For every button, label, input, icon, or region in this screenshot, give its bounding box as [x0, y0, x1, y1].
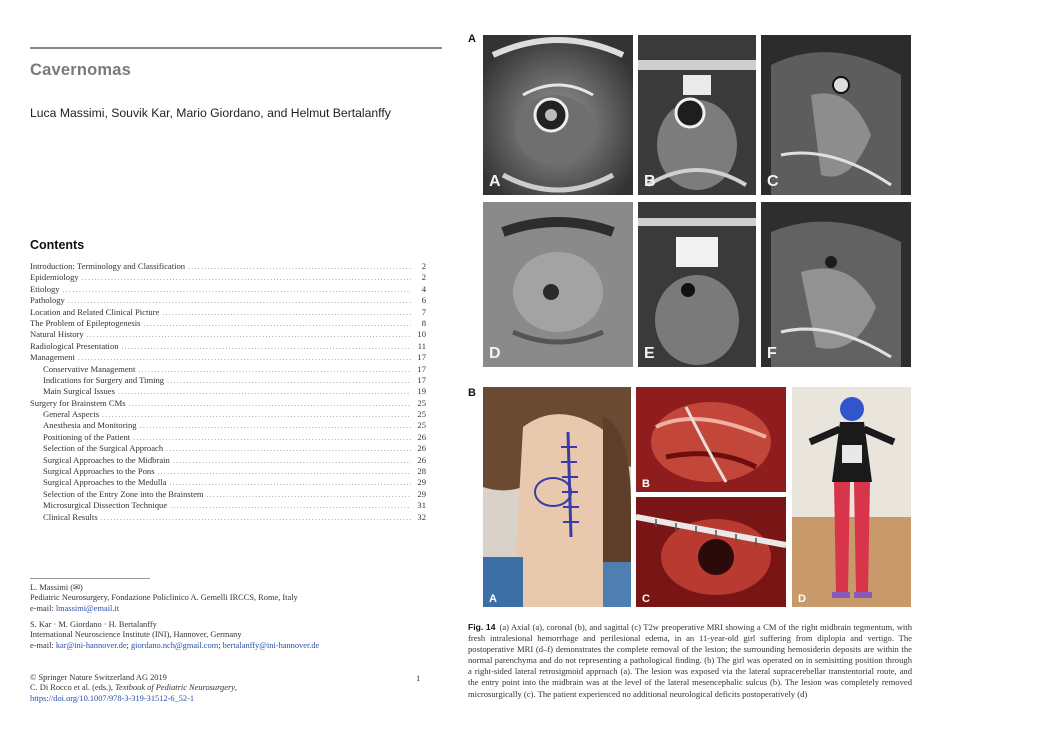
book-title: Textbook of Pediatric Neurosurgery — [115, 683, 235, 693]
toc-entry[interactable]: Introduction: Terminology and Classification ..... 2 — [30, 261, 426, 272]
mri-letter: E — [644, 345, 655, 362]
photo-letter: B — [642, 478, 650, 490]
mri-letter: F — [767, 345, 777, 362]
email-link-kar[interactable]: kar@ini-hannover.de — [55, 640, 127, 650]
toc-subentry[interactable]: Selection of the Surgical Approach ..... 26 — [30, 443, 426, 454]
mri-letter: D — [489, 345, 501, 362]
mri-sagittal-preop — [761, 35, 911, 195]
caption-text: (a) Axial (a), coronal (b), and sagittal (c) T2w preoperative MRI showing a CM of the right midbrain tegmentum, with fresh intralesional hemorrhage and perilesional edema, in an 11-year-old girl suffering from diplopia and vertigo. The postoperative MRI (d–f) demonstrates the complete removal of the lesion; the surrounding hemosiderin deposits are within the normal parenchyma and do not representing a pathological finding. (b) The girl was operated on in semisitting position through a right-sided lateral retrosigmoid approach (a). The lesion was exposed via the lateral supracerebellar transtentorial route, and the entry point into the midbrain was at the level of the lateral mesencephalic sulcus (b). The lesion was completely removed microsurgically (c). The patient experienced no additional neurological deficits postoperatively (d) — [468, 622, 912, 699]
mri-letter: C — [767, 173, 779, 190]
toc-subentry[interactable]: Conservative Management ..... 17 — [30, 364, 426, 375]
toc-entry[interactable]: Management ..... 17 — [30, 352, 426, 363]
photo-postoperative-patient — [792, 387, 911, 607]
toc-subentry[interactable]: Microsurgical Dissection Technique ..... 31 — [30, 500, 426, 511]
toc-entry[interactable]: Pathology ..... 6 — [30, 295, 426, 306]
photo-letter: C — [642, 593, 650, 605]
mri-coronal-preop — [638, 35, 756, 195]
figure-panel-a-label: A — [468, 33, 476, 45]
toc-subentry[interactable]: Surgical Approaches to the Pons ..... 28 — [30, 466, 426, 477]
photo-letter: A — [489, 593, 497, 605]
toc-entry[interactable]: Natural History ..... 10 — [30, 329, 426, 340]
toc-subentry[interactable]: Surgical Approaches to the Medulla ..... 29 — [30, 477, 426, 488]
citation-line: C. Di Rocco et al. (eds.), Textbook of Pediatric Neurosurgery, — [30, 683, 238, 693]
author1-name: L. Massimi (✉) — [30, 583, 83, 592]
figure-caption — [468, 622, 912, 700]
author2-email-line: e-mail: kar@ini-hannover.de; giordano.nch@gmail.com; bertalanffy@ini-hannover.de — [30, 640, 320, 650]
toc-entry[interactable]: Location and Related Clinical Picture ..... 7 — [30, 307, 426, 318]
toc-subentry[interactable]: General Aspects ..... 25 — [30, 409, 426, 420]
footnote-rule — [30, 578, 150, 579]
mri-sagittal-postop — [761, 202, 911, 367]
toc-subentry[interactable]: Clinical Results ..... 32 — [30, 512, 426, 523]
toc-subentry[interactable]: Anesthesia and Monitoring ..... 25 — [30, 420, 426, 431]
author-list: Luca Massimi, Souvik Kar, Mario Giordano, and Helmut Bertalanffy — [30, 106, 391, 120]
mri-axial-postop — [483, 202, 633, 367]
toc-entry[interactable]: Surgery for Brainstem CMs ..... 25 — [30, 398, 426, 409]
table-of-contents — [30, 261, 426, 523]
page-number: 1 — [416, 673, 421, 683]
toc-subentry[interactable]: Positioning of the Patient ..... 26 — [30, 432, 426, 443]
contents-heading: Contents — [30, 238, 85, 252]
email-link-bertalanffy[interactable]: bertalanffy@ini-hannover.de — [222, 640, 320, 650]
author1-affiliation: Pediatric Neurosurgery, Fondazione Policlinico A. Gemelli IRCCS, Rome, Italy — [30, 593, 298, 603]
photo-resection — [636, 497, 786, 607]
author1-email-link[interactable]: lmassimi@email.it — [55, 603, 120, 613]
figure-label: Fig. 14 — [468, 622, 496, 632]
mri-letter: A — [489, 173, 501, 190]
photo-letter: D — [798, 593, 806, 605]
chapter-title: Cavernomas — [30, 61, 132, 79]
toc-subentry[interactable]: Surgical Approaches to the Midbrain ..... 26 — [30, 455, 426, 466]
author2-names: S. Kar · M. Giordano · H. Bertalanffy — [30, 620, 157, 629]
toc-entry[interactable]: Epidemiology ..... 2 — [30, 272, 426, 283]
author2-affiliation: International Neuroscience Institute (INI), Hannover, Germany — [30, 630, 242, 640]
top-rule — [30, 47, 442, 49]
footnote-publication — [30, 673, 430, 704]
toc-subentry[interactable]: Selection of the Entry Zone into the Brainstem ..... 29 — [30, 489, 426, 500]
email-link-giordano[interactable]: giordano.nch@gmail.com — [130, 640, 219, 650]
toc-subentry[interactable]: Main Surgical Issues ..... 19 — [30, 386, 426, 397]
toc-entry[interactable]: Radiological Presentation ..... 11 — [30, 341, 426, 352]
footnote-author1 — [30, 583, 430, 614]
figure-panel-b-label: B — [468, 387, 476, 399]
copyright-line: © Springer Nature Switzerland AG 2019 — [30, 673, 167, 682]
toc-entry[interactable]: Etiology ..... 4 — [30, 284, 426, 295]
footnote-author2 — [30, 620, 430, 651]
toc-entry[interactable]: The Problem of Epileptogenesis ..... 8 — [30, 318, 426, 329]
toc-subentry[interactable]: Indications for Surgery and Timing ..... 17 — [30, 375, 426, 386]
mri-coronal-postop — [638, 202, 756, 367]
photo-patient-positioning — [483, 387, 631, 607]
mri-letter: B — [644, 173, 656, 190]
mri-axial-preop — [483, 35, 633, 195]
author1-email-line: e-mail: lmassimi@email.it — [30, 603, 120, 613]
doi-link[interactable]: https://doi.org/10.1007/978-3-319-31512-6_52-1 — [30, 693, 195, 703]
photo-exposure — [636, 387, 786, 492]
